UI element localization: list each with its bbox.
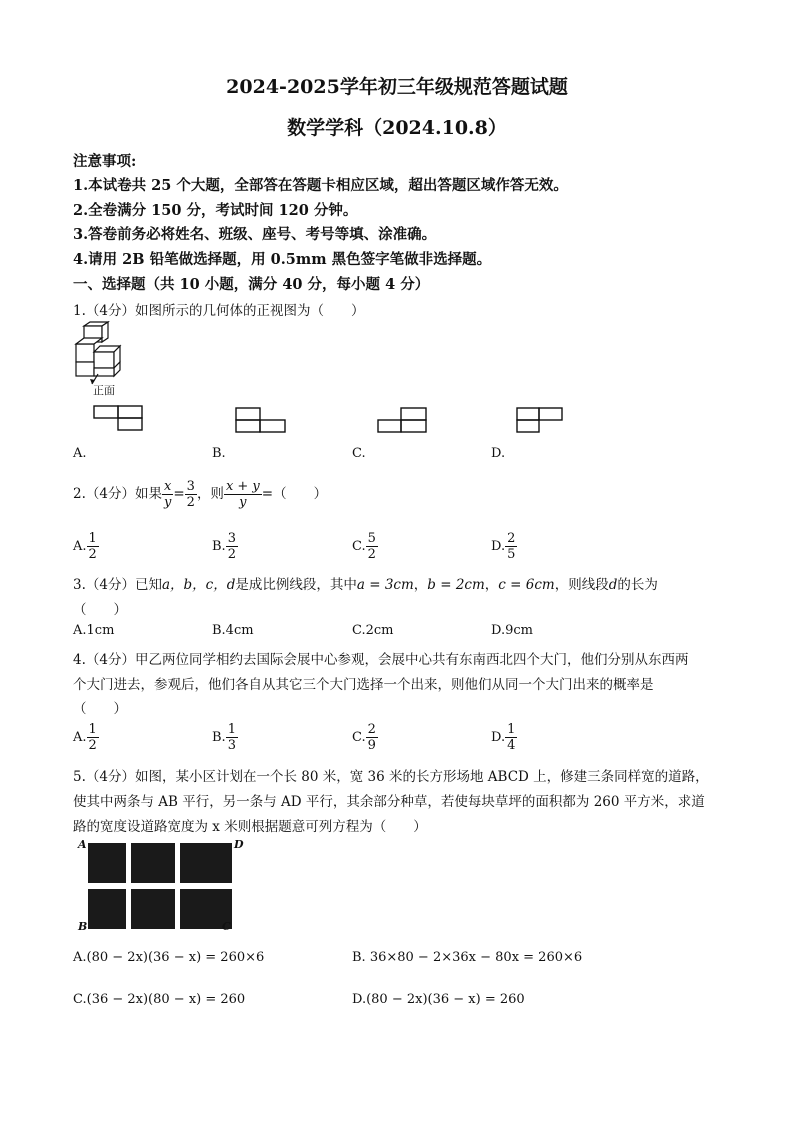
q5-line-3: 路的宽度设道路宽度为 x 米则根据题意可列方程为（ ） — [73, 819, 427, 835]
q5-corner-c: C — [222, 920, 231, 933]
q5-corner-a: A — [78, 838, 87, 851]
note-item-2: 2.全卷满分 150 分，考试时间 120 分钟。 — [73, 202, 358, 219]
q5-field-diagram — [88, 843, 232, 929]
note-item-3: 3.答卷前务必将姓名、班级、座号、考号等填、涂准确。 — [73, 226, 437, 243]
q3-option-d[interactable]: D.9cm — [491, 623, 533, 638]
q2-option-c[interactable]: C. $\frac{5}{2}$ — [352, 531, 376, 562]
q2-frac-3-over-2: $\frac{3}{2}$ — [186, 479, 195, 510]
q4-line-1: 4.（4分）甲乙两位同学相约去国际会展中心参观，会展中心共有东南西北四个大门，他们分别从东西两 — [73, 652, 689, 668]
q4-option-c[interactable]: C. $\frac{2}{9}$ — [352, 722, 376, 753]
notes-heading: 注意事项: — [73, 153, 137, 170]
q1-option-a[interactable]: A. — [73, 446, 87, 461]
q1-option-d[interactable]: D. — [491, 446, 506, 461]
q2-mid: ，则 — [196, 486, 224, 502]
q1-solid-figure — [74, 322, 136, 386]
q3-option-a[interactable]: A.1cm — [73, 623, 115, 638]
q1-front-label: 正面 — [93, 384, 115, 397]
q1-option-c[interactable]: C. — [352, 446, 366, 461]
q2-suffix: =（ ） — [261, 486, 328, 502]
q4-option-b[interactable]: B. $\frac{1}{3}$ — [212, 722, 236, 753]
q2-stem — [73, 477, 327, 511]
q4-line-2: 个大门进去，参观后，他们各自从其它三个大门选择一个出来，则他们从同一个大门出来的概率是 — [73, 677, 654, 693]
q2-option-a[interactable]: A. $\frac{1}{2}$ — [73, 531, 97, 562]
q5-line-1: 5.（4分）如图，某小区计划在一个长 80 米，宽 36 米的长方形场地 ABCD 上，修建三条同样宽的道路， — [73, 769, 709, 785]
q2-option-b[interactable]: B. $\frac{3}{2}$ — [212, 531, 236, 562]
q3-paren: （ ） — [73, 602, 127, 618]
q2-prefix: 2.（4分）如果 — [73, 486, 162, 502]
page-title: 2024-2025学年初三年级规范答题试题 — [226, 76, 568, 98]
q1-option-b[interactable]: B. — [212, 446, 226, 461]
q5-option-d[interactable]: D.(80 − 2x)(36 − x) = 260 — [352, 992, 525, 1007]
q1-option-c-figure — [377, 407, 429, 433]
q4-option-d[interactable]: D. $\frac{1}{4}$ — [491, 722, 516, 753]
q5-option-b[interactable]: B. 36×80 − 2×36x − 80x = 260×6 — [352, 950, 583, 965]
q3-option-c[interactable]: C.2cm — [352, 623, 394, 638]
q1-option-b-figure — [235, 407, 287, 433]
q4-option-a[interactable]: A. $\frac{1}{2}$ — [73, 722, 97, 753]
q2-equals: = — [173, 486, 185, 502]
note-item-4: 4.请用 2B 铅笔做选择题，用 0.5mm 黑色签字笔做非选择题。 — [73, 251, 492, 268]
q2-frac-x-over-y: $\frac{x}{y}$ — [163, 479, 172, 510]
note-item-1: 1.本试卷共 25 个大题，全部答在答题卡相应区域，超出答题区域作答无效。 — [73, 177, 568, 194]
q3-stem: 3.（4分）已知a，b，c，d是成比例线段，其中a = 3cm，b = 2cm，c = 6cm，则线段d的长为 — [73, 577, 658, 593]
q3-option-b[interactable]: B.4cm — [212, 623, 254, 638]
q5-corner-b: B — [78, 920, 88, 933]
q1-option-a-figure — [93, 405, 143, 431]
q2-option-d[interactable]: D. $\frac{2}{5}$ — [491, 531, 516, 562]
q1-option-d-figure — [516, 407, 564, 433]
q1-stem: 1.（4分）如图所示的几何体的正视图为（ ） — [73, 303, 365, 319]
q5-option-a[interactable]: A.(80 − 2x)(36 − x) = 260×6 — [73, 950, 265, 965]
page-subtitle: 数学学科（2024.10.8） — [287, 117, 507, 139]
q5-option-c[interactable]: C.(36 − 2x)(80 − x) = 260 — [73, 992, 246, 1007]
q2-frac-xy-over-y: $\frac{x + y}{y}$ — [225, 479, 260, 510]
section-heading: 一、选择题（共 10 小题，满分 40 分，每小题 4 分） — [73, 276, 430, 293]
q5-line-2: 使其中两条与 AB 平行，另一条与 AD 平行，其余部分种草，若使每块草坪的面积都为 260 平方米，求道 — [73, 794, 705, 810]
q4-paren: （ ） — [73, 701, 127, 717]
q5-corner-d: D — [234, 838, 244, 851]
